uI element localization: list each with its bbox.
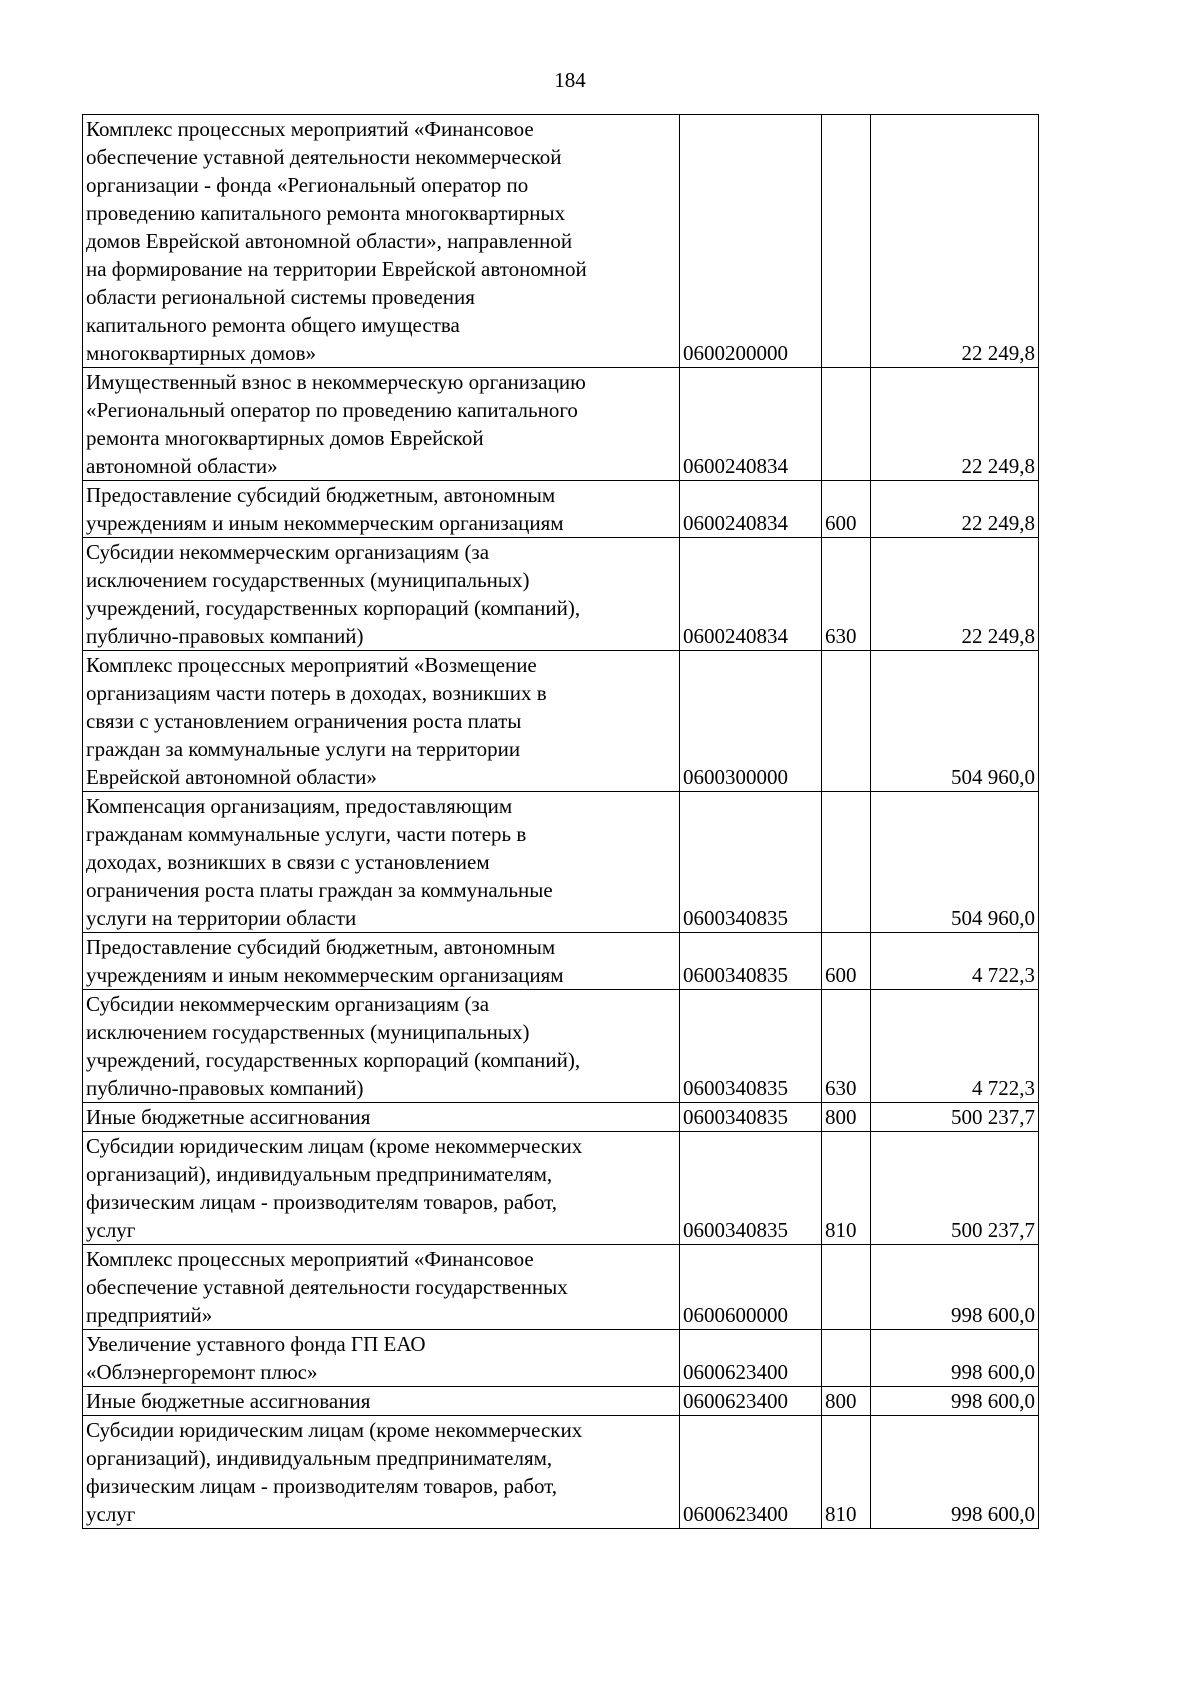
- table-row: [83, 1103, 1039, 1132]
- row-code-cell: 0600623400: [680, 1387, 822, 1416]
- row-sum-cell: 500 237,7: [871, 1103, 1039, 1132]
- table-row: [83, 1245, 1039, 1330]
- row-sum-cell: 998 600,0: [871, 1416, 1039, 1529]
- row-name-cell: Комплекс процессных мероприятий «Возмещение организациям части потерь в доходах, возникших в связи с установлением ограничения роста платы граждан за коммунальные услуги на территории Еврейской автономной области»: [83, 651, 680, 792]
- row-sum-cell: 500 237,7: [871, 1132, 1039, 1245]
- row-code-cell: 0600300000: [680, 651, 822, 792]
- row-sum-cell: 4 722,3: [871, 990, 1039, 1103]
- row-name-cell: Предоставление субсидий бюджетным, автономным учреждениям и иным некоммерческим организациям: [83, 481, 680, 538]
- row-sum-cell: 998 600,0: [871, 1387, 1039, 1416]
- budget-table-body: [83, 115, 1039, 1529]
- row-sum-cell: 504 960,0: [871, 792, 1039, 933]
- row-name-cell: Комплекс процессных мероприятий «Финансовое обеспечение уставной деятельности некоммерческой организации - фонда «Региональный оператор по проведению капитального ремонта многоквартирных домов Еврейской автономной области», направленной на формирование на территории Еврейской автономной области региональной системы проведения капитального ремонта общего имущества многоквартирных домов»: [83, 115, 680, 368]
- row-expense-type-cell: 800: [822, 1387, 871, 1416]
- row-name-cell: Иные бюджетные ассигнования: [83, 1103, 680, 1132]
- row-sum-cell: 22 249,8: [871, 538, 1039, 651]
- row-name-cell: Субсидии юридическим лицам (кроме некоммерческих организаций), индивидуальным предпринимателям, физическим лицам - производителям товаров, работ, услуг: [83, 1132, 680, 1245]
- row-sum-cell: 22 249,8: [871, 481, 1039, 538]
- row-name-cell: Имущественный взнос в некоммерческую организацию «Региональный оператор по проведению капитального ремонта многоквартирных домов Еврейской автономной области»: [83, 368, 680, 481]
- row-code-cell: 0600340835: [680, 1103, 822, 1132]
- table-row: [83, 1330, 1039, 1387]
- row-expense-type-cell: [822, 1245, 871, 1330]
- row-sum-cell: 4 722,3: [871, 933, 1039, 990]
- row-sum-cell: 998 600,0: [871, 1330, 1039, 1387]
- row-expense-type-cell: 810: [822, 1132, 871, 1245]
- table-row: [83, 792, 1039, 933]
- budget-table: [82, 114, 1039, 1529]
- table-row: [83, 368, 1039, 481]
- row-code-cell: 0600623400: [680, 1416, 822, 1529]
- row-code-cell: 0600340835: [680, 990, 822, 1103]
- row-expense-type-cell: [822, 115, 871, 368]
- row-name-cell: Увеличение уставного фонда ГП ЕАО «Облэнергоремонт плюс»: [83, 1330, 680, 1387]
- table-row: [83, 115, 1039, 368]
- table-row: [83, 481, 1039, 538]
- table-row: [83, 990, 1039, 1103]
- row-code-cell: 0600240834: [680, 481, 822, 538]
- row-expense-type-cell: [822, 651, 871, 792]
- row-code-cell: 0600340835: [680, 792, 822, 933]
- row-sum-cell: 22 249,8: [871, 368, 1039, 481]
- table-row: [83, 1387, 1039, 1416]
- table-row: [83, 651, 1039, 792]
- row-name-cell: Комплекс процессных мероприятий «Финансовое обеспечение уставной деятельности государственных предприятий»: [83, 1245, 680, 1330]
- row-code-cell: 0600200000: [680, 115, 822, 368]
- row-expense-type-cell: [822, 792, 871, 933]
- row-expense-type-cell: 630: [822, 538, 871, 651]
- row-expense-type-cell: 630: [822, 990, 871, 1103]
- row-expense-type-cell: 800: [822, 1103, 871, 1132]
- table-row: [83, 538, 1039, 651]
- row-name-cell: Предоставление субсидий бюджетным, автономным учреждениям и иным некоммерческим организациям: [83, 933, 680, 990]
- page-number: 184: [554, 68, 586, 92]
- row-name-cell: Субсидии некоммерческим организациям (за исключением государственных (муниципальных) учреждений, государственных корпораций (компаний), публично-правовых компаний): [83, 990, 680, 1103]
- row-code-cell: 0600340835: [680, 933, 822, 990]
- row-code-cell: 0600240834: [680, 538, 822, 651]
- row-code-cell: 0600623400: [680, 1330, 822, 1387]
- row-name-cell: Субсидии юридическим лицам (кроме некоммерческих организаций), индивидуальным предпринимателям, физическим лицам - производителям товаров, работ, услуг: [83, 1416, 680, 1529]
- row-name-cell: Иные бюджетные ассигнования: [83, 1387, 680, 1416]
- row-code-cell: 0600340835: [680, 1132, 822, 1245]
- row-expense-type-cell: [822, 1330, 871, 1387]
- row-name-cell: Субсидии некоммерческим организациям (за исключением государственных (муниципальных) учреждений, государственных корпораций (компаний), публично-правовых компаний): [83, 538, 680, 651]
- row-code-cell: 0600240834: [680, 368, 822, 481]
- row-expense-type-cell: 600: [822, 933, 871, 990]
- row-expense-type-cell: 810: [822, 1416, 871, 1529]
- row-sum-cell: 998 600,0: [871, 1245, 1039, 1330]
- row-sum-cell: 504 960,0: [871, 651, 1039, 792]
- table-row: [83, 933, 1039, 990]
- row-sum-cell: 22 249,8: [871, 115, 1039, 368]
- row-expense-type-cell: 600: [822, 481, 871, 538]
- table-row: [83, 1416, 1039, 1529]
- row-code-cell: 0600600000: [680, 1245, 822, 1330]
- row-expense-type-cell: [822, 368, 871, 481]
- table-row: [83, 1132, 1039, 1245]
- row-name-cell: Компенсация организациям, предоставляющим гражданам коммунальные услуги, части потерь в доходах, возникших в связи с установлением ограничения роста платы граждан за коммунальные услуги на территории области: [83, 792, 680, 933]
